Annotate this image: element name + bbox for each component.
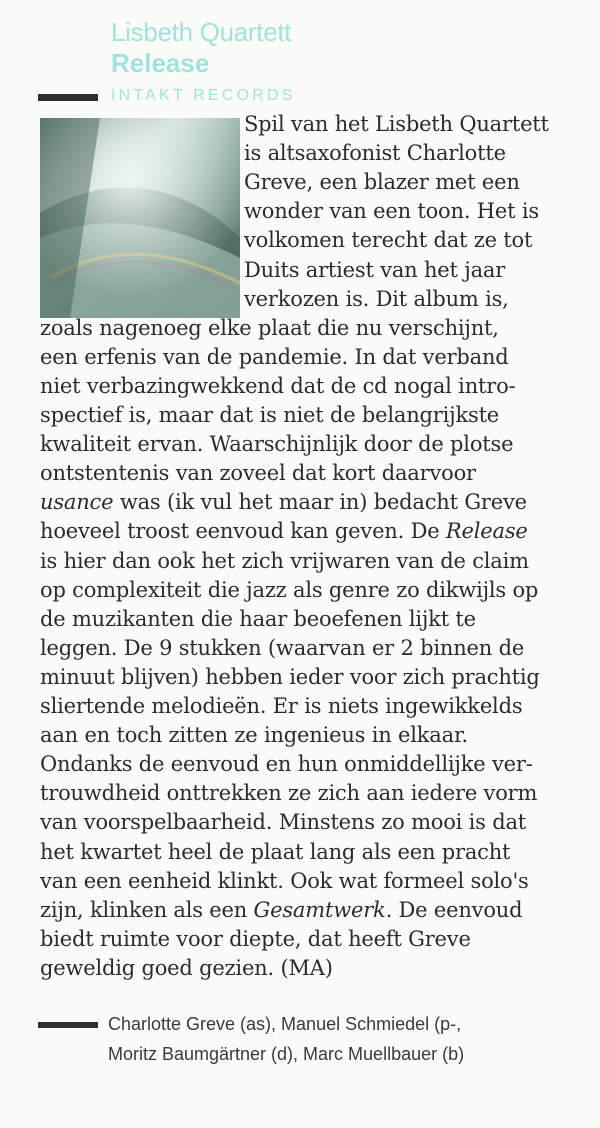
review-line: Greve, een blazer met een: [244, 170, 520, 195]
review-line: op complexiteit die jazz als genre zo dikwijls op: [40, 577, 539, 602]
review-line: zijn, klinken als een Gesamtwerk. De eenvoud: [40, 897, 523, 922]
credits-line-2: Moritz Baumgärtner (d), Marc Muellbauer (b): [108, 1044, 465, 1064]
review-line: zoals nagenoeg elke plaat die nu verschijnt,: [40, 315, 499, 340]
review-line: Spil van het Lisbeth Quartett: [244, 112, 549, 136]
review-line: Ondanks de eenvoud en hun onmiddellijke ver-: [40, 752, 533, 777]
review-line: verkozen is. Dit album is,: [244, 286, 509, 311]
review-line: leggen. De 9 stukken (waarvan er 2 binnen de: [40, 635, 525, 660]
review-line: ontstentenis van zoveel dat kort daarvoor: [40, 461, 476, 486]
credits-divider-bar: [38, 1022, 98, 1028]
review-line: kwaliteit ervan. Waarschijnlijk door de plotse: [40, 432, 514, 457]
review-line: minuut blijven) hebben ieder voor zich prachtig: [40, 664, 540, 689]
review-line: is altsaxofonist Charlotte: [244, 141, 506, 166]
review-line: spectief is, maar dat is niet de belangrijkste: [40, 403, 500, 427]
review-line: Duits artiest van het jaar: [244, 257, 506, 282]
review-line: usance was (ik vul het maar in) bedacht Greve: [40, 490, 527, 515]
review-line: volkomen terecht dat ze tot: [244, 228, 533, 253]
review-line: van voorspelbaarheid. Minstens zo mooi is dat: [40, 810, 527, 835]
review-line: aan en toch zitten ze ingenieus in elkaar.: [40, 723, 468, 748]
review-line: biedt ruimte voor diepte, dat heeft Greve: [40, 926, 471, 951]
review-line: het kwartet heel de plaat lang als een pracht: [40, 839, 511, 864]
review-line: geweldig goed gezien. (MA): [40, 955, 333, 980]
artist-name: Lisbeth Quartett: [111, 17, 292, 47]
review-line: trouwdheid onttrekken ze zich aan iedere vorm: [40, 781, 538, 806]
review-line: een erfenis van de pandemie. In dat verband: [40, 344, 509, 369]
review-line: is hier dan ook het zich vrijwaren van de claim: [40, 548, 529, 573]
album-title: Release: [111, 48, 210, 78]
record-label: INTAKT RECORDS: [111, 87, 296, 104]
review-line: niet verbazingwekkend dat de cd nogal intro-: [40, 373, 516, 398]
review-line: wonder van een toon. Het is: [244, 199, 539, 224]
credits-line-1: Charlotte Greve (as), Manuel Schmiedel (p-,: [108, 1014, 462, 1034]
review-line: van een eenheid klinkt. Ook wat formeel solo's: [40, 868, 529, 893]
review-line: de muzikanten die haar beoefenen lijkt te: [40, 606, 476, 631]
review-line: hoeveel troost eenvoud kan geven. De Release: [40, 519, 528, 544]
review-line: sliertende melodieën. Er is niets ingewikkelds: [40, 694, 523, 718]
